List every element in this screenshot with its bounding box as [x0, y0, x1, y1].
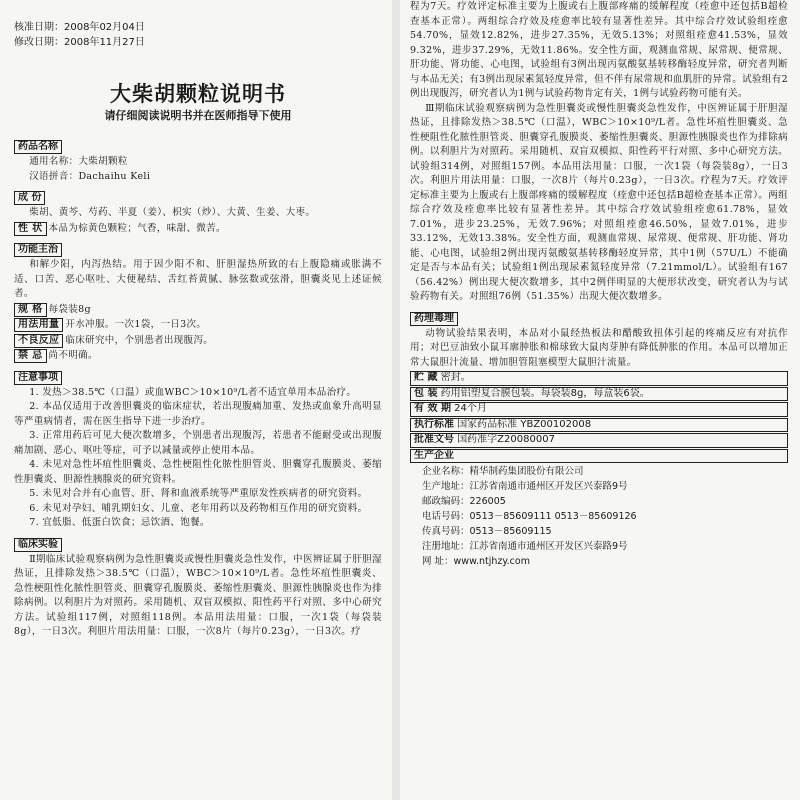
revision-date: 2008年11月27日	[64, 37, 145, 48]
maker-value: 0513－85609111 0513－85609126	[469, 511, 637, 522]
validity-text: 24个月	[454, 403, 487, 414]
approval-label: 核准日期：	[14, 22, 64, 33]
usage-text: 开水冲服。一次1袋，一日3次。	[65, 319, 207, 330]
adverse-text: 临床研究中，个别患者出现腹泻。	[65, 334, 214, 346]
maker-row	[410, 464, 788, 479]
note-item: 3. 正常用药后可见大便次数增多，个别患者出现腹泻，若患者不能耐受或出现腹痛加剧、恶心、呕吐等症，可予以减量或停止使用本品。	[14, 430, 382, 456]
indication-text: 和解少阳，内泻热结。用于因少阳不和、肝胆湿热所致的右上腹隐痛或胀满不适、口苦、恶心呕吐、大便秘结、舌红苔黄腻、脉弦数或弦滑，胆囊炎见上述证候者。	[14, 259, 382, 299]
adverse-label: 不良反应	[14, 334, 63, 348]
clinical-phase2-continued: 程为7天。疗效评定标准主要为上腹或右上腹部疼痛的缓解程度（痊愈中还包括B超检查基本正常）。两组综合疗效及痊愈率比较有显著性差异。其中综合疗效试验组痊愈54.70%，显效12.82%，进步27.35%，无效5.13%；对照组痊愈41.53%，显效9.32%，进步37.29%，无效11.86%。安全性方面，观测血常规、尿常规、便常规、肝功能、肾功能、心电图，试验组有3例出现丙氨酸氨基转移酶轻度异常，研究者判断与本品无关；有3例出现尿素氮轻度异常，但不伴有尿常规和血肌肝的异常。试验组有2例出现腹泻，研究者认为1例与试验药物肯定有关，1例与试验药物可能有关。	[410, 1, 788, 99]
usage-section	[14, 318, 382, 333]
ingredients-label: 成 份	[14, 191, 45, 205]
maker-value: 226005	[469, 496, 506, 507]
approval-date-row	[14, 20, 382, 35]
pinyin-name: 汉语拼音：Dachaihu Keli	[29, 170, 151, 182]
approval-number-text: 国药准字Z20080007	[457, 434, 555, 445]
maker-value: 江苏省南通市通州区开发区兴泰路9号	[469, 541, 628, 552]
pharm-label: 药理毒理	[410, 312, 458, 326]
drug-name-label: 药品名称	[14, 140, 62, 154]
maker-key: 网 址：	[422, 556, 454, 567]
maker-row	[410, 509, 788, 524]
clinical-phase2-text: Ⅱ期临床试验观察病例为急性胆囊炎或慢性胆囊炎急性发作，中医辨证属于肝胆湿热证，且排除发热＞38.5℃（口温），WBC＞10×10⁹/L者。急性坏疽性胆囊炎、急性梗阻性化脓性胆管炎、胆囊穿孔腹膜炎、萎缩性胆囊炎、胆源性胰腺炎也作为排除病例。以利胆片为对照药。采用随机、双盲双模拟、阳性药平行对照、多中心研究方法。试验组117例，对照组118例。本品用法用量：口服，一次1袋（每袋装8g），一日3次。利胆片用法用量：口服，一次8片（每片0.23g），一日3次。疗	[14, 553, 382, 637]
validity-section	[410, 402, 788, 417]
notes-section	[14, 365, 382, 385]
standard-label: 执行标准	[414, 418, 454, 430]
appearance-text: 本品为棕黄色颗粒；气香，味甜、微苦。	[48, 222, 226, 234]
note-item: 2. 本品仅适用于改善胆囊炎的临床症状，若出现腹痛加重、发热或血象升高明显等严重病情者，需在医生指导下进一步治疗。	[14, 401, 382, 427]
maker-key: 传真号码：	[422, 526, 470, 537]
contra-section	[14, 349, 382, 364]
clinical-phase3-text: Ⅲ期临床试验观察病例为急性胆囊炎或慢性胆囊炎急性发作，中医辨证属于肝胆湿热证，且排除发热＞38.5℃（口温），WBC＞10×10⁹/L者。急性坏疽性胆囊炎、急性梗阻性化脓性胆管炎、胆囊穿孔腹膜炎、萎缩性胆囊炎、胆源性胰腺炎也作为排除病例。以利胆片为对照药。采用随机、双盲双模拟、阳性药平行对照、多中心研究方法。试验组314例，对照组157例。本品用法用量：口服，一次1袋（每袋装8g），一日3次。利胆片用法用量：口服，一次8片（每片0.23g），一日3次。疗程为7天。疗效评定标准主要为上腹或右上腹部疼痛的缓解程度（痊愈中还包括B超检查基本正常）。两组综合疗效及痊愈率比较有显著性差异。其中综合疗效试验组痊愈61.78%，显效7.01%，进步23.25%，无效7.96%；对照组痊愈46.50%，显效7.01%，进步33.12%，无效13.38%。安全性方面，观测血常规、尿常规、便常规、肝功能、肾功能、心电图，试验组2例出现丙氨酸氨基转移酶轻度异常，其中1例（57U/L）不能确定是否与本品有关；试验组1例出现尿素氮轻度异常（7.21mmol/L）。试验组有167（56.42%）例出现大便次数增多，其中2例伴明显的大便形状改变，研究者认为与试验药物有关。对照组76例（51.35%）出现大便次数增多。	[410, 102, 788, 302]
spec-text: 每袋装8g	[48, 303, 91, 315]
revision-label: 修改日期：	[14, 37, 64, 48]
maker-value: 0513－85609115	[469, 526, 552, 537]
document-title: 大柴胡颗粒说明书	[110, 82, 286, 106]
storage-label: 贮 藏	[414, 372, 438, 383]
drug-name-section	[14, 134, 382, 154]
maker-value: 精华制药集团股份有限公司	[469, 466, 584, 477]
maker-key: 企业名称：	[422, 466, 470, 477]
maker-row	[410, 479, 788, 494]
maker-label: 生产企业	[414, 449, 454, 461]
maker-row	[410, 494, 788, 509]
adverse-section	[14, 334, 382, 349]
maker-key: 邮政编码：	[422, 496, 470, 507]
note-item: 1. 发热＞38.5℃（口温）或血WBC＞10×10⁹/L者不适宜单用本品治疗。	[29, 386, 357, 398]
approval-number-label: 批准文号	[414, 434, 454, 445]
document-subtitle: 请仔细阅读说明书并在医师指导下使用	[104, 109, 292, 122]
standard-text: 国家药品标准 YBZ00102008	[457, 418, 592, 430]
note-item: 5. 未见对合并有心血管、肝、肾和血液系统等严重原发性疾病者的研究资料。	[29, 488, 368, 499]
package-section	[410, 387, 788, 402]
pharm-section	[410, 306, 788, 326]
contra-text: 尚不明确。	[48, 350, 98, 361]
package-label: 包 装	[414, 387, 438, 399]
maker-value: www.ntjhzy.com	[453, 556, 530, 567]
spec-label: 规 格	[14, 303, 47, 317]
usage-label: 用法用量	[14, 318, 63, 332]
leaflet-left-page	[0, 0, 392, 800]
appearance-label: 性 状	[14, 222, 47, 236]
maker-key: 电话号码：	[422, 511, 470, 522]
maker-value: 江苏省南通市通州区开发区兴泰路9号	[469, 481, 628, 492]
maker-row	[410, 554, 788, 569]
contra-label: 禁 忌	[14, 349, 47, 363]
approval-date: 2008年02月04日	[64, 22, 145, 33]
validity-label: 有 效 期	[414, 403, 451, 414]
ingredients-text: 柴胡、黄芩、芍药、半夏（姜）、枳实（炒）、大黄、生姜、大枣。	[29, 207, 316, 218]
storage-text: 密封。	[440, 372, 471, 383]
clinical-label: 临床实验	[14, 538, 62, 552]
note-item: 6. 未见对孕妇、哺乳期妇女、儿童、老年用药以及药物相互作用的研究资料。	[29, 502, 368, 514]
indication-section	[14, 237, 382, 257]
appearance-section	[14, 222, 382, 237]
ingredients-section	[14, 185, 382, 205]
maker-key: 生产地址：	[422, 481, 470, 492]
maker-row	[410, 524, 788, 539]
note-item: 4. 未见对急性坏疽性胆囊炎、急性梗阻性化脓性胆管炎、胆囊穿孔腹膜炎、萎缩性胆囊炎、胆源性胰腺炎的研究资料。	[14, 459, 382, 485]
revision-date-row	[14, 35, 382, 50]
spec-section	[14, 303, 382, 318]
maker-key: 注册地址：	[422, 541, 470, 552]
maker-row	[410, 539, 788, 554]
approval-number-section	[410, 433, 788, 448]
clinical-section	[14, 532, 382, 552]
maker-section	[410, 449, 788, 464]
package-text: 药用铝塑复合膜包装。每袋装8g，每盒装6袋。	[440, 387, 650, 399]
common-name: 通用名称：大柴胡颗粒	[29, 156, 128, 167]
leaflet-right-page	[400, 0, 800, 800]
standard-section	[410, 418, 788, 433]
notes-label: 注意事项	[14, 371, 62, 385]
indication-label: 功能主治	[14, 243, 62, 257]
note-item: 7. 宜低脂、低蛋白饮食；忌饮酒、饱餐。	[29, 517, 210, 528]
page-gutter	[392, 0, 400, 800]
pharm-text: 动物试验结果表明，本品对小鼠经热板法和醋酸致扭体引起的疼痛反应有对抗作用；对巴豆油致小鼠耳廓肿胀和棉球致大鼠肉芽肿有降低肿胀的作用。本品可以增加正常大鼠胆汁流量、增加胆管阻塞模型大鼠胆汁流量。	[410, 327, 788, 368]
storage-section	[410, 371, 788, 386]
